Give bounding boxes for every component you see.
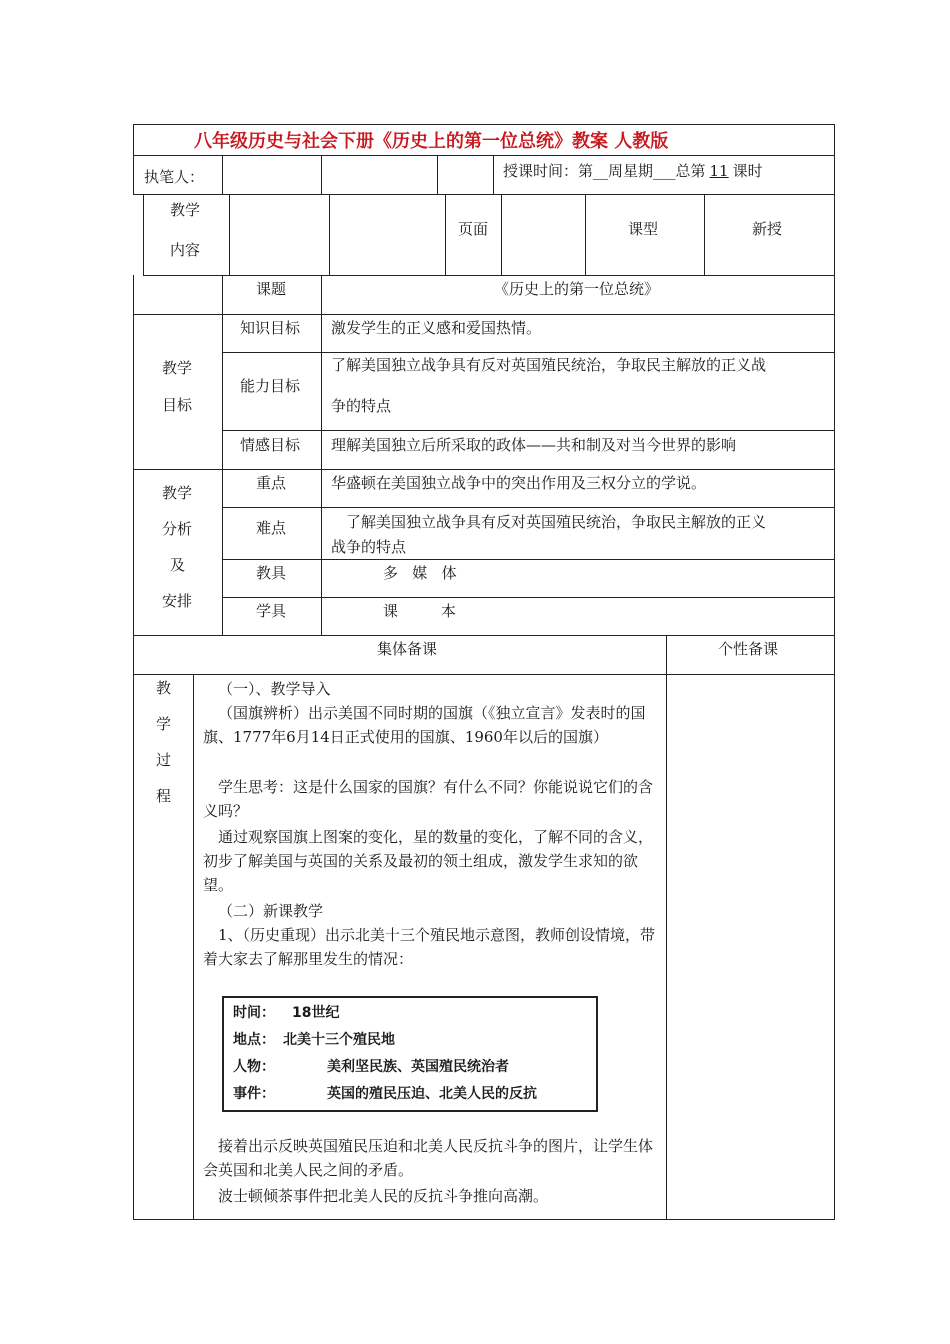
author-label: 执笔人： bbox=[144, 168, 205, 186]
lesson-time-suffix: 课时 bbox=[732, 162, 763, 180]
collective-prep-header: 集体备课 bbox=[377, 640, 438, 658]
personal-prep-header: 个性备课 bbox=[718, 640, 779, 658]
topic-value: 《历史上的第一位总统》 bbox=[494, 280, 660, 298]
process-paragraph-boston-tea-party: 波士顿倾茶事件把北美人民的反抗斗争推向高潮。 bbox=[218, 1187, 549, 1205]
process-paragraph-flag-analysis: （国旗辨析）出示美国不同时期的国旗（《独立宣言》发表时的国旗、1777年6月14日正式使用的国旗、1960年以后的国旗） bbox=[203, 704, 646, 746]
lesson-type-value: 新授 bbox=[752, 220, 783, 238]
student-tools: 课 本 bbox=[383, 602, 456, 620]
process-paragraph-intro-heading: （一）、教学导入 bbox=[218, 680, 331, 698]
analysis-group-label-3: 及 bbox=[170, 556, 186, 574]
process-paragraph-history-scene: 1、（历史重现）出示北美十三个殖民地示意图，教师创设情境，带着大家去了解那里发生的情况： bbox=[203, 926, 656, 968]
process-label-1: 教 bbox=[156, 679, 172, 697]
process-paragraph-student-thinking: 学生思考：这是什么国家的国旗？有什么不同？你能说说它们的含义吗？ bbox=[203, 778, 654, 820]
lesson-number: 11 bbox=[709, 162, 729, 180]
time-label: 时间： bbox=[233, 1005, 275, 1021]
knowledge-goal: 激发学生的正义感和爱国热情。 bbox=[331, 319, 542, 337]
difficult-point-label: 难点 bbox=[256, 519, 287, 537]
difficult-point-line-2: 战争的特点 bbox=[331, 538, 407, 556]
knowledge-goal-label: 知识目标 bbox=[240, 319, 301, 337]
teacher-tools: 多 媒 体 bbox=[383, 564, 457, 582]
ability-goal-label: 能力目标 bbox=[240, 377, 301, 395]
place-value: 北美十三个殖民地 bbox=[283, 1032, 395, 1048]
process-label-3: 过 bbox=[156, 751, 172, 769]
difficult-point-line-1: 了解美国独立战争具有反对英国殖民统治，争取民主解放的正义 bbox=[346, 513, 767, 531]
teaching-content-label-1: 教学 bbox=[170, 201, 201, 219]
analysis-group-label-2: 分析 bbox=[162, 520, 193, 538]
document-title: 八年级历史与社会下册《历史上的第一位总统》教案 人教版 bbox=[194, 131, 669, 152]
ability-goal-line-1: 了解美国独立战争具有反对英国殖民统治，争取民主解放的正义战 bbox=[331, 356, 767, 374]
process-paragraph-pictures: 接着出示反映英国殖民压迫和北美人民反抗斗争的图片，让学生体会英国和北美人民之间的矛盾。 bbox=[203, 1137, 654, 1179]
teaching-content-label-2: 内容 bbox=[170, 241, 201, 259]
goals-group-label-2: 目标 bbox=[162, 396, 193, 414]
key-point: 华盛顿在美国独立战争中的突出作用及三权分立的学说。 bbox=[331, 474, 707, 492]
event-label: 事件： bbox=[233, 1086, 275, 1102]
ability-goal-line-2: 争的特点 bbox=[331, 397, 392, 415]
people-label: 人物： bbox=[233, 1059, 275, 1075]
process-label-2: 学 bbox=[156, 715, 172, 733]
student-tools-label: 学具 bbox=[256, 602, 287, 620]
analysis-group-label-1: 教学 bbox=[162, 484, 193, 502]
emotion-goal: 理解美国独立后所采取的政体——共和制及对当今世界的影响 bbox=[331, 436, 737, 454]
page-label: 页面 bbox=[458, 220, 489, 238]
key-point-label: 重点 bbox=[256, 474, 287, 492]
analysis-group-label-4: 安排 bbox=[162, 592, 193, 610]
lesson-time bbox=[503, 164, 763, 179]
process-label-4: 程 bbox=[156, 787, 172, 805]
process-paragraph-observation: 通过观察国旗上图案的变化，星的数量的变化，了解不同的含义，初步了解美国与英国的关系及最初的领土组成，激发学生求知的欲望。 bbox=[203, 828, 654, 894]
lesson-type-label: 课型 bbox=[628, 220, 659, 238]
people-value: 美利坚民族、英国殖民统治者 bbox=[327, 1059, 509, 1075]
emotion-goal-label: 情感目标 bbox=[240, 436, 301, 454]
goals-group-label-1: 教学 bbox=[162, 359, 193, 377]
topic-label: 课题 bbox=[256, 280, 287, 298]
process-paragraph-new-lesson-heading: （二）新课教学 bbox=[218, 902, 324, 920]
teacher-tools-label: 教具 bbox=[256, 564, 287, 582]
place-label: 地点： bbox=[233, 1032, 275, 1048]
lesson-time-prefix: 授课时间：第__周星期___总第 bbox=[503, 162, 706, 180]
time-value: 18世纪 bbox=[292, 1005, 340, 1021]
event-summary-box bbox=[222, 996, 598, 1112]
event-value: 英国的殖民压迫、北美人民的反抗 bbox=[327, 1086, 537, 1102]
